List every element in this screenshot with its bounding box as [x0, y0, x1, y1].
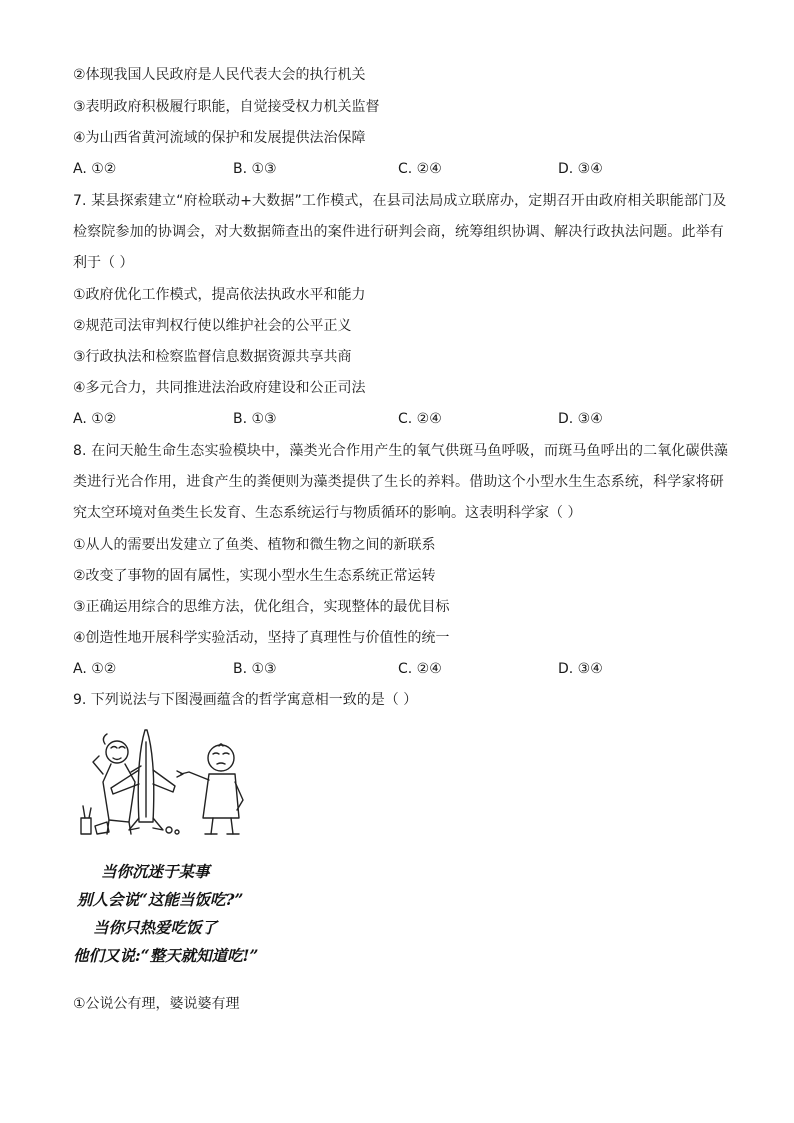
q9-item-1: ①公说公有理，婆说婆有理 — [73, 996, 240, 1012]
caption-line-1: 当你沉迷于某事 — [101, 862, 210, 881]
q7-item-4: ④多元合力，共同推进法治政府建设和公正司法 — [73, 380, 366, 396]
q8-option-b: B. ①③ — [233, 661, 277, 677]
q8-item-1: ①从人的需要出发建立了鱼类、植物和微生物之间的新联系 — [73, 537, 436, 553]
q8-stem-line-2: 类进行光合作用，进食产生的粪便则为藻类提供了生长的养料。借助这个小型水生生态系统，科学家将研 — [73, 474, 724, 490]
q8-item-4: ④创造性地开展科学实验活动，坚持了真理性与价值性的统一 — [73, 630, 450, 646]
cartoon-drawing — [73, 722, 285, 852]
caption-line-2: 别人会说“这能当饭吃?” — [77, 890, 244, 909]
q7-option-b: B. ①③ — [233, 411, 277, 427]
q7-item-3: ③行政执法和检察监督信息数据资源共享共商 — [73, 349, 352, 365]
q9-stem: 9. 下列说法与下图漫画蕴含的哲学寓意相一致的是（ ） — [73, 692, 418, 708]
q7-stem-line-1: 7. 某县探索建立“府检联动+大数据”工作模式，在县司法局成立联席办，定期召开由政府相关职能部门及 — [73, 193, 727, 209]
q8-option-d: D. ③④ — [558, 661, 603, 677]
q7-stem-line-3: 利于（ ） — [73, 255, 134, 271]
q7-option-d: D. ③④ — [558, 411, 603, 427]
q7-option-a: A. ①② — [73, 411, 117, 427]
prev-option-c: C. ②④ — [398, 161, 442, 177]
q8-stem-line-3: 究太空环境对鱼类生长发育、生态系统运行与物质循环的影响。这表明科学家（ ） — [73, 505, 582, 521]
prev-option-d: D. ③④ — [558, 161, 603, 177]
q8-stem-line-1: 8. 在问天舱生命生态实验模块中，藻类光合作用产生的氧气供斑马鱼呼吸，而斑马鱼呼出的二氧化碳供藻 — [73, 443, 729, 459]
q7-item-1: ①政府优化工作模式，提高依法执政水平和能力 — [73, 287, 366, 303]
q7-option-c: C. ②④ — [398, 411, 442, 427]
prev-item-2: ②体现我国人民政府是人民代表大会的执行机关 — [73, 67, 366, 83]
q7-stem-line-2: 检察院参加的协调会，对大数据筛查出的案件进行研判会商，统筹组织协调、解决行政执法问题。此举有 — [73, 224, 724, 240]
q8-item-2: ②改变了事物的固有属性，实现小型水生生态系统正常运转 — [73, 568, 436, 584]
q8-item-3: ③正确运用综合的思维方法，优化组合，实现整体的最优目标 — [73, 599, 450, 615]
q8-option-c: C. ②④ — [398, 661, 442, 677]
cartoon-figure — [73, 722, 285, 970]
prev-item-3: ③表明政府积极履行职能，自觉接受权力机关监督 — [73, 99, 380, 115]
caption-line-4: 他们又说:“整天就知道吃!” — [73, 946, 259, 965]
prev-item-4: ④为山西省黄河流域的保护和发展提供法治保障 — [73, 130, 366, 146]
caption-line-3: 当你只热爱吃饭了 — [93, 918, 218, 937]
q7-item-2: ②规范司法审判权行使以维护社会的公平正义 — [73, 318, 352, 334]
prev-option-a: A. ①② — [73, 161, 117, 177]
prev-option-b: B. ①③ — [233, 161, 277, 177]
q8-option-a: A. ①② — [73, 661, 117, 677]
